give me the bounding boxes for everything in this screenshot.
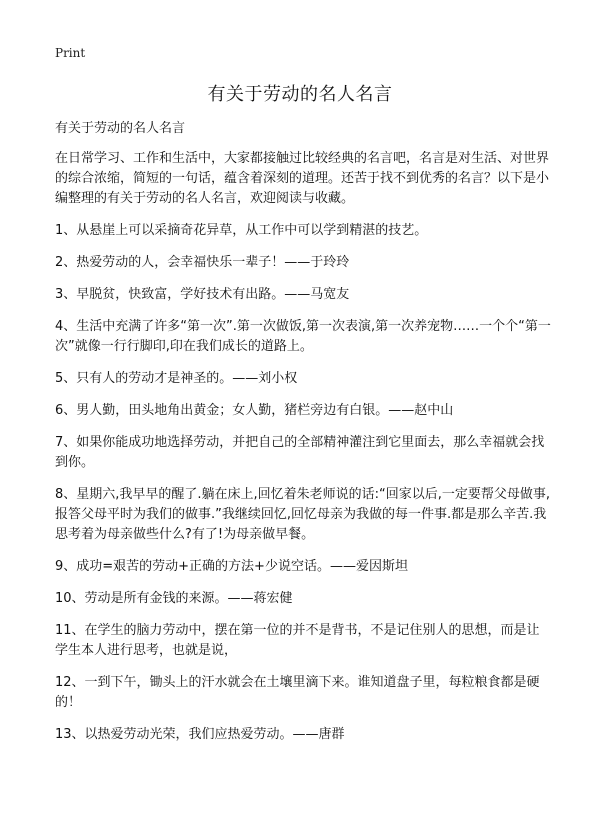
quote-item: 8、星期六,我早早的醒了.躺在床上,回忆着朱老师说的话:“回家以后,一定要帮父母做事,报答父母平时为我们的做事.”我继续回忆,回忆母亲为我做的每一件事.都是那么辛苦.我思考着为母亲做些什么?有了!为母亲做早餐。	[55, 487, 551, 542]
quote-item: 2、热爱劳动的人，会幸福快乐一辈子！——于玲玲	[55, 255, 350, 270]
quote-item: 12、一到下午，锄头上的汗水就会在土壤里滴下来。谁知道盘子里，每粒粮食都是硬的！	[55, 675, 540, 710]
quote-item: 7、如果你能成功地选择劳动，并把自己的全部精神灌注到它里面去，那么幸福就会找到你。	[55, 435, 545, 470]
quote-item: 10、劳动是所有金钱的来源。——蒋宏健	[55, 591, 293, 606]
document-title: 有关于劳动的名人名言	[207, 84, 393, 105]
quote-item: 13、以热爱劳动光荣，我们应热爱劳动。——唐群	[55, 727, 345, 742]
quote-item: 6、男人勤，田头地角出黄金；女人勤，猪栏旁边有白银。——赵中山	[55, 403, 454, 418]
quote-item: 4、生活中充满了许多“第一次”.第一次做饭,第一次表演,第一次养宠物……一个个“第一次”就像一行行脚印,印在我们成长的道路上。	[55, 319, 551, 354]
document-subtitle: 有关于劳动的名人名言	[55, 121, 186, 136]
print-link[interactable]: Print	[55, 46, 86, 60]
quote-item: 11、在学生的脑力劳动中，摆在第一位的并不是背书，不是记住别人的思想，而是让学生本人进行思考，也就是说，	[55, 623, 540, 658]
quote-item: 1、从悬崖上可以采摘奇花异草，从工作中可以学到精湛的技艺。	[55, 223, 428, 238]
intro-paragraph: 在日常学习、工作和生活中，大家都接触过比较经典的名言吧，名言是对生活、对世界的综合浓缩，简短的一句话，蕴含着深刻的道理。还苦于找不到优秀的名言？以下是小编整理的有关于劳动的名人名言，欢迎阅读与收藏。	[55, 151, 550, 206]
quote-item: 5、只有人的劳动才是神圣的。——刘小权	[55, 371, 298, 386]
quote-item: 3、早脱贫，快致富，学好技术有出路。——马宽友	[55, 287, 350, 302]
quote-list	[55, 221, 551, 745]
quote-item: 9、成功=艰苦的劳动+正确的方法+少说空话。——爱因斯坦	[55, 559, 408, 574]
document-body	[55, 119, 551, 757]
